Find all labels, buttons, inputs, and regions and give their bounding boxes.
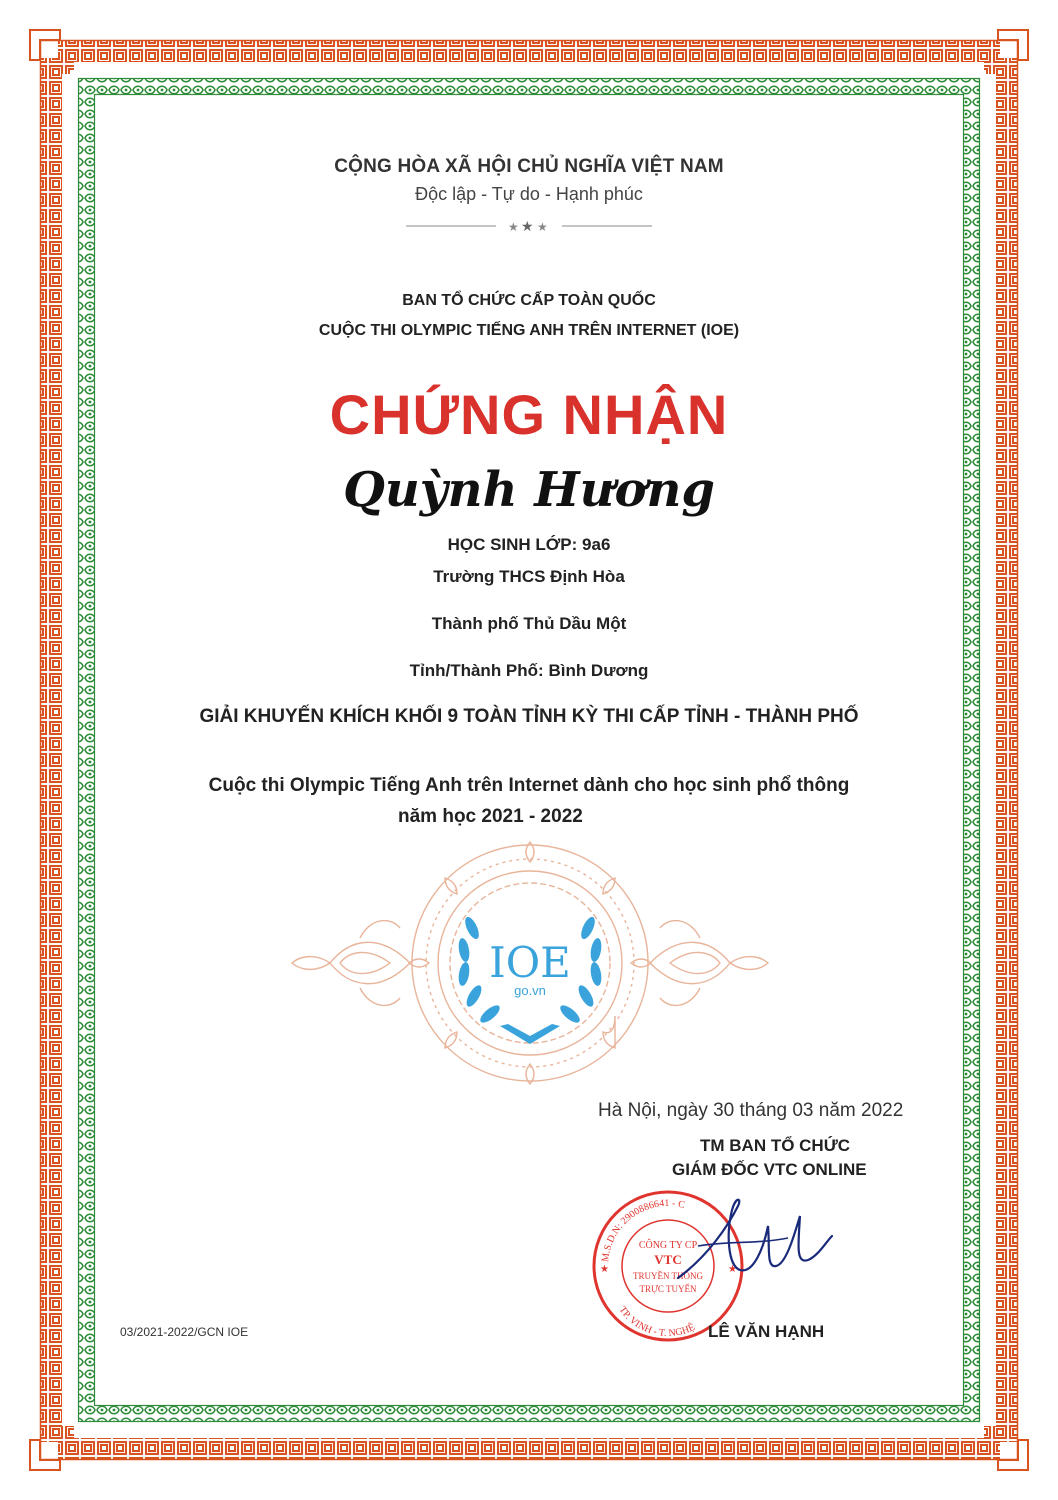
contest-description: Cuộc thi Olympic Tiếng Anh trên Internet dành cho học sinh phổ thông [208, 775, 850, 796]
ioe-logo-domain: go.vn [514, 983, 546, 998]
seal-line-1: CÔNG TY CP [638, 1240, 698, 1251]
seal-line-2: VTC [654, 1252, 682, 1267]
issue-date: Hà Nội, ngày 30 tháng 03 năm 2022 [598, 1100, 904, 1121]
seal-line-3: TRUYỀN THÔNG [632, 1271, 704, 1281]
grade-value: 9a6 [582, 535, 611, 554]
grade-label: HỌC SINH LỚP: [447, 535, 578, 554]
seal-line-4: TRỰC TUYẾN [639, 1284, 697, 1294]
svg-text:TP. VINH - T. NGHỆ [617, 1304, 697, 1339]
svg-text:★: ★ [521, 219, 534, 235]
signer-name: LÊ VĂN HẠNH [708, 1322, 825, 1341]
recipient-name: Quỳnh Hương [343, 462, 715, 518]
seal-outer-text: M.S.D.N: 2900886641 - C [600, 1197, 686, 1263]
svg-text:★: ★ [728, 1264, 737, 1275]
republic-heading: CỘNG HÒA XÃ HỘI CHỦ NGHĨA VIỆT NAM [334, 156, 724, 177]
school-year: năm học 2021 - 2022 [398, 806, 583, 827]
signer-role-1: TM BAN TỔ CHỨC [700, 1136, 851, 1155]
svg-text:★: ★ [600, 1264, 609, 1275]
award-title: GIẢI KHUYẾN KHÍCH KHỐI 9 TOÀN TỈNH KỲ THI CẤP TỈNH - THÀNH PHỐ [199, 706, 859, 727]
grade-line [0, 535, 1058, 555]
organizer-line-2: CUỘC THI OLYMPIC TIẾNG ANH TRÊN INTERNET (IOE) [318, 322, 740, 339]
province-line [0, 661, 1058, 681]
certificate-title: CHỨNG NHẬN [329, 383, 729, 446]
school-name: Trường THCS Định Hòa [433, 567, 625, 586]
national-motto: Độc lập - Tự do - Hạnh phúc [415, 184, 643, 204]
handwritten-signature [668, 1186, 838, 1296]
signer-role-2: GIÁM ĐỐC VTC ONLINE [672, 1160, 867, 1179]
organizer-line-1: BAN TỔ CHỨC CẤP TOÀN QUỐC [402, 292, 656, 309]
ioe-logo-text: IOE [489, 938, 571, 987]
ornament-medallion [290, 838, 770, 1088]
reference-code: 03/2021-2022/GCN IOE [120, 1325, 249, 1339]
star-divider [400, 216, 658, 236]
svg-text:★: ★ [537, 220, 548, 234]
svg-text:★: ★ [508, 220, 519, 234]
seal-bottom-text: TP. VINH - T. NGHỆ [616, 1304, 697, 1340]
city-name: Thành phố Thủ Dầu Một [431, 614, 627, 633]
province-label: Tỉnh/Thành Phố: [409, 661, 544, 680]
province-value: Bình Dương [548, 661, 649, 680]
